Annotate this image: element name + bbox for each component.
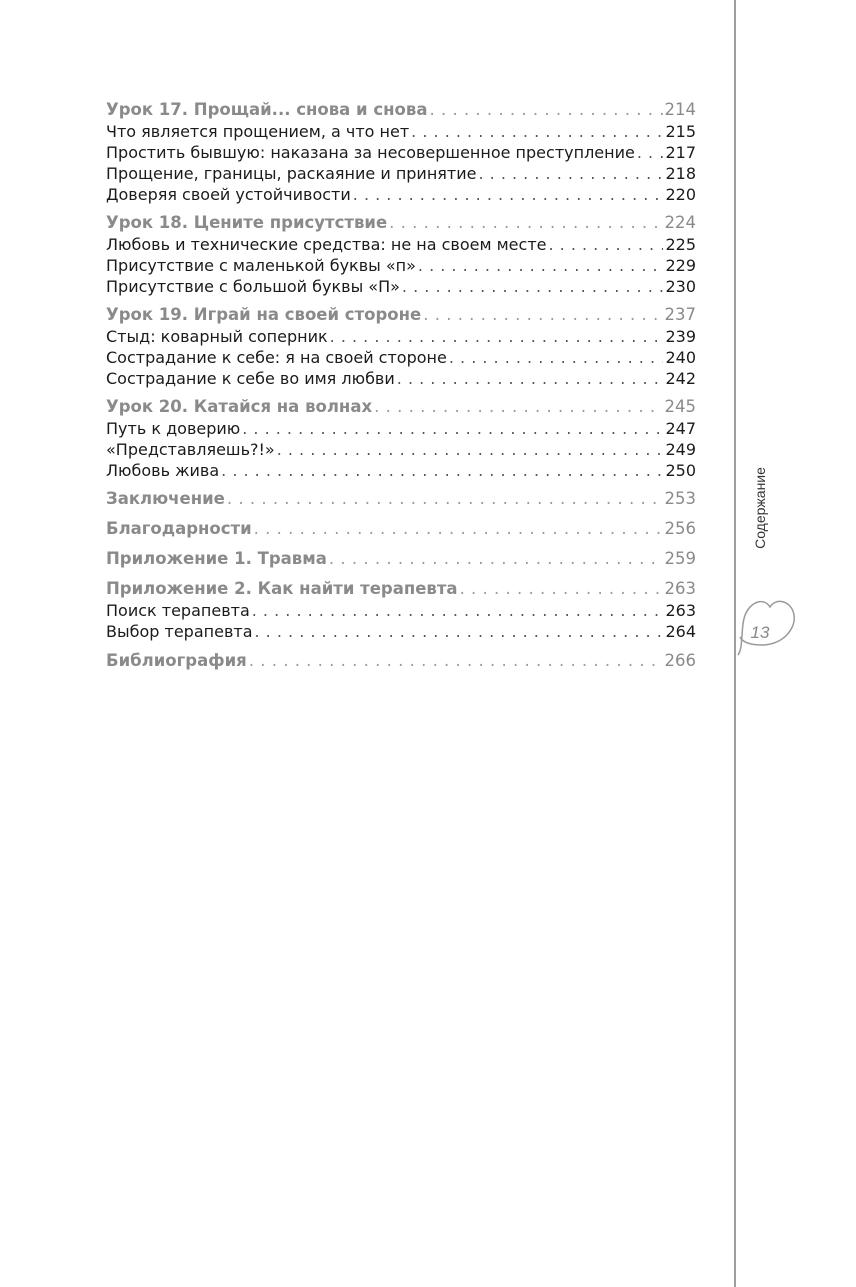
dot-leader (329, 547, 663, 570)
toc-title: Присутствие с маленькой буквы «п» (106, 256, 416, 275)
toc-entry (106, 326, 696, 347)
dot-leader (242, 418, 663, 439)
toc-title: Благодарности (106, 519, 252, 538)
dot-leader (402, 276, 664, 297)
dot-leader (397, 368, 664, 389)
toc-heading (106, 547, 696, 570)
toc-title: Урок 18. Цените присутствие (106, 213, 388, 232)
toc-title: Путь к доверию (106, 419, 241, 438)
toc-heading (106, 577, 696, 600)
toc-heading (106, 303, 696, 326)
toc-heading (106, 517, 696, 540)
toc-entry (106, 163, 696, 184)
dot-leader (252, 600, 664, 621)
toc-page-number: 247 (665, 419, 696, 438)
toc-page-number: 242 (665, 369, 696, 388)
dot-leader (478, 163, 663, 184)
toc-heading (106, 395, 696, 418)
table-of-contents (106, 98, 696, 672)
dot-leader (255, 621, 664, 642)
dot-leader (277, 439, 664, 460)
toc-title: Стыд: коварный соперник (106, 327, 328, 346)
toc-entry (106, 255, 696, 276)
toc-title: Урок 17. Прощай... снова и снова (106, 100, 428, 119)
toc-title: Сострадание к себе во имя любви (106, 369, 395, 388)
toc-entry (106, 368, 696, 389)
toc-page-number: 237 (664, 305, 696, 324)
toc-title: Любовь и технические средства: не на своем месте (106, 235, 547, 254)
toc-page-number: 249 (665, 440, 696, 459)
toc-page-number: 225 (665, 235, 696, 254)
toc-title: Приложение 1. Травма (106, 549, 327, 568)
toc-title: Доверяя своей устойчивости (106, 185, 351, 204)
toc-page-number: 240 (665, 348, 696, 367)
toc-entry (106, 600, 696, 621)
toc-page-number: 224 (664, 213, 696, 232)
dot-leader (374, 395, 662, 418)
toc-page-number: 264 (665, 622, 696, 641)
toc-title: Урок 20. Катайся на волнах (106, 397, 373, 416)
dot-leader (449, 347, 664, 368)
toc-page-number: 245 (664, 397, 696, 416)
toc-title: Прощение, границы, раскаяние и принятие (106, 164, 477, 183)
toc-title: Библиография (106, 651, 247, 670)
toc-page-number: 239 (665, 327, 696, 346)
dot-leader (548, 234, 663, 255)
toc-title: Урок 19. Играй на своей стороне (106, 305, 422, 324)
toc-heading (106, 487, 696, 510)
toc-entry (106, 142, 696, 163)
toc-title: Что является прощением, а что нет (106, 122, 410, 141)
toc-title: Выбор терапевта (106, 622, 253, 641)
toc-title: Простить бывшую: наказана за несовершенное преступление (106, 143, 635, 162)
toc-page-number: 229 (665, 256, 696, 275)
toc-page-number: 250 (665, 461, 696, 480)
dot-leader (221, 460, 663, 481)
toc-page-number: 214 (664, 100, 696, 119)
toc-page-number: 256 (664, 519, 696, 538)
toc-page-number: 230 (665, 277, 696, 296)
toc-page-number: 218 (665, 164, 696, 183)
toc-title: Поиск терапевта (106, 601, 250, 620)
toc-title: Любовь жива (106, 461, 220, 480)
dot-leader (423, 303, 662, 326)
toc-heading (106, 211, 696, 234)
toc-page-number: 266 (664, 651, 696, 670)
toc-title: Сострадание к себе: я на своей стороне (106, 348, 447, 367)
dot-leader (254, 517, 663, 540)
toc-entry (106, 460, 696, 481)
toc-title: «Представляешь?!» (106, 440, 275, 459)
toc-title: Присутствие с большой буквы «П» (106, 277, 400, 296)
dot-leader (637, 142, 664, 163)
toc-entry (106, 418, 696, 439)
toc-entry (106, 621, 696, 642)
toc-entry (106, 234, 696, 255)
toc-page-number: 217 (665, 143, 696, 162)
page-number: 13 (750, 623, 770, 642)
dot-leader (460, 577, 663, 600)
toc-page-number: 259 (664, 549, 696, 568)
toc-page-number: 215 (665, 122, 696, 141)
toc-page-number: 263 (664, 579, 696, 598)
dot-leader (418, 255, 664, 276)
dot-leader (429, 98, 662, 121)
dot-leader (249, 649, 663, 672)
toc-entry (106, 276, 696, 297)
toc-page-number: 220 (665, 185, 696, 204)
dot-leader (330, 326, 664, 347)
toc-entry (106, 121, 696, 142)
toc-entry (106, 347, 696, 368)
toc-heading (106, 649, 696, 672)
dot-leader (389, 211, 662, 234)
dot-leader (411, 121, 663, 142)
toc-entry (106, 184, 696, 205)
toc-title: Приложение 2. Как найти терапевта (106, 579, 458, 598)
toc-page-number: 253 (664, 489, 696, 508)
toc-heading (106, 98, 696, 121)
toc-page-number: 263 (665, 601, 696, 620)
dot-leader (227, 487, 663, 510)
toc-title: Заключение (106, 489, 225, 508)
dot-leader (353, 184, 664, 205)
section-label: Содержание (752, 467, 768, 549)
toc-entry (106, 439, 696, 460)
